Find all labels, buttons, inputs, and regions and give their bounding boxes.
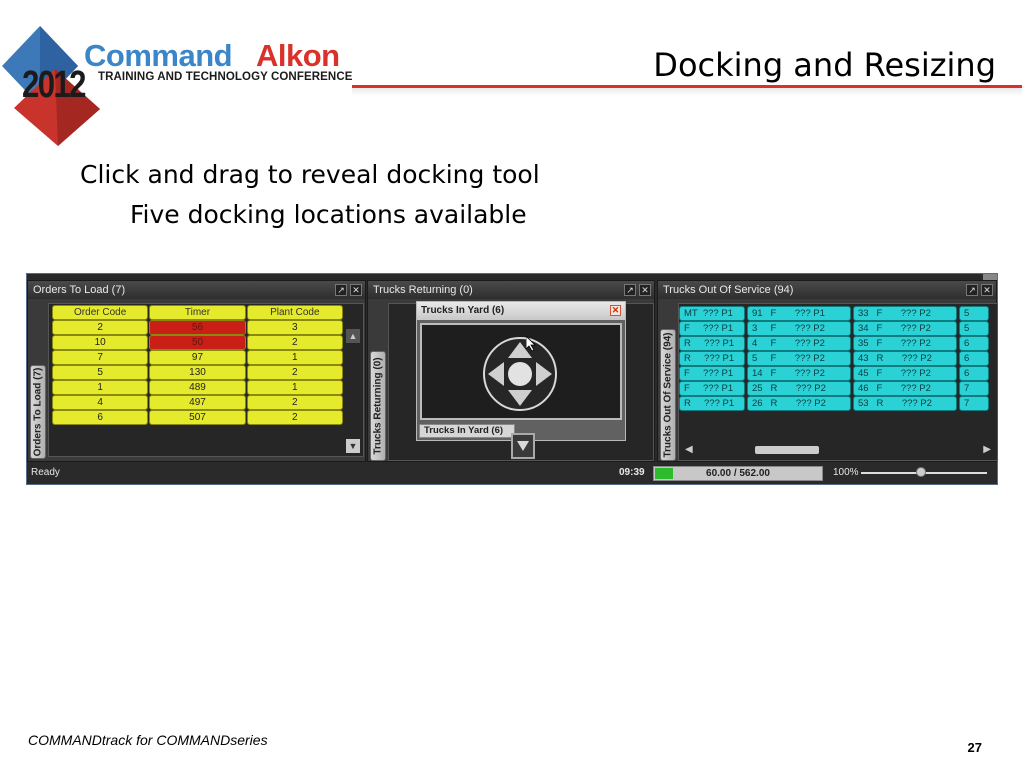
trucks-out-of-service-panel (657, 280, 997, 462)
docking-compass-icon[interactable] (482, 336, 558, 412)
order-code-cell: 10 (52, 335, 148, 350)
timer-cell: 507 (149, 410, 245, 425)
order-code-cell: 4 (52, 395, 148, 410)
truck-cell: 33 F ??? P2 (853, 306, 957, 321)
table-row[interactable] (52, 350, 344, 365)
column-header-timer[interactable]: Timer (149, 305, 245, 320)
table-row[interactable] (52, 380, 344, 395)
truck-cell: 7 (959, 396, 989, 411)
scroll-down-icon[interactable]: ▼ (346, 439, 360, 453)
footer-text: COMMANDtrack for COMMANDseries (28, 732, 268, 748)
truck-cell: 35 F ??? P2 (853, 336, 957, 351)
scroll-left-icon[interactable]: ◀ (685, 444, 693, 455)
status-time: 09:39 (619, 467, 645, 478)
orders-side-tab[interactable] (30, 365, 46, 459)
table-row[interactable] (679, 366, 997, 381)
truck-cell: R ??? P1 (679, 336, 745, 351)
pin-icon[interactable]: ↗ (335, 284, 347, 296)
dispatch-app-window (26, 273, 998, 485)
truck-cell: 45 F ??? P2 (853, 366, 957, 381)
order-code-cell: 6 (52, 410, 148, 425)
column-header-plant-code[interactable]: Plant Code (247, 305, 343, 320)
truck-cell: MT ??? P1 (679, 306, 745, 321)
floating-window-body (420, 323, 622, 420)
service-side-tab-label: Trucks Out Of Service (94) (662, 332, 674, 458)
table-row[interactable] (679, 396, 997, 411)
status-bar (27, 462, 997, 484)
service-rows (679, 304, 997, 411)
truck-cell: 25 R ??? P2 (747, 381, 851, 396)
orders-panel-header[interactable] (28, 281, 365, 299)
truck-cell: 5 (959, 306, 989, 321)
plant-code-cell: 2 (247, 410, 343, 425)
table-row[interactable] (52, 395, 344, 410)
table-row[interactable] (679, 351, 997, 366)
truck-cell: 6 (959, 336, 989, 351)
bullet-drag: Click and drag to reveal docking tool (80, 160, 540, 189)
timer-cell: 56 (149, 320, 245, 335)
pin-icon[interactable]: ↗ (966, 284, 978, 296)
orders-panel-title: Orders To Load (7) (33, 284, 126, 296)
close-icon[interactable]: ✕ (981, 284, 993, 296)
truck-cell: 53 R ??? P2 (853, 396, 957, 411)
scrollbar-thumb[interactable] (755, 446, 819, 454)
mouse-cursor-icon (526, 336, 536, 352)
truck-cell: 7 (959, 381, 989, 396)
title-rule-shadow (352, 88, 1022, 96)
floating-window-title: Trucks In Yard (6) (421, 305, 505, 316)
truck-cell: 14 F ??? P2 (747, 366, 851, 381)
logo-tagline: TRAINING AND TECHNOLOGY CONFERENCE (98, 71, 353, 83)
plant-code-cell: 1 (247, 350, 343, 365)
table-row[interactable] (679, 381, 997, 396)
page-number: 27 (967, 740, 982, 755)
pin-icon[interactable]: ↗ (624, 284, 636, 296)
table-row[interactable] (679, 306, 997, 321)
zoom-level: 100% (833, 467, 859, 478)
truck-cell: 3 F ??? P2 (747, 321, 851, 336)
logo-word-alkon: Alkon (256, 38, 340, 73)
table-row[interactable] (679, 336, 997, 351)
plant-code-cell: 2 (247, 395, 343, 410)
order-code-cell: 2 (52, 320, 148, 335)
timer-cell: 497 (149, 395, 245, 410)
returning-panel-header[interactable] (368, 281, 654, 299)
returning-side-tab[interactable] (370, 351, 386, 461)
timer-cell: 50 (149, 335, 245, 350)
progress-text: 60.00 / 562.00 (706, 468, 770, 479)
horizontal-scrollbar[interactable] (681, 444, 995, 456)
dock-bottom-target[interactable] (511, 433, 535, 459)
truck-cell: R ??? P1 (679, 351, 745, 366)
orders-header-row (52, 305, 344, 320)
close-icon[interactable]: ✕ (611, 305, 620, 315)
truck-cell: 26 R ??? P2 (747, 396, 851, 411)
floating-window-trucks-in-yard[interactable] (416, 301, 626, 441)
service-panel-header[interactable] (658, 281, 996, 299)
orders-to-load-panel (27, 280, 366, 462)
returning-panel-title: Trucks Returning (0) (373, 284, 473, 296)
order-code-cell: 7 (52, 350, 148, 365)
bullet-docking-locations: Five docking locations available (130, 200, 527, 229)
column-header-order-code[interactable]: Order Code (52, 305, 148, 320)
truck-cell: 46 F ??? P2 (853, 381, 957, 396)
plant-code-cell: 1 (247, 380, 343, 395)
truck-cell: F ??? P1 (679, 381, 745, 396)
truck-cell: 43 R ??? P2 (853, 351, 957, 366)
service-side-tab[interactable] (660, 329, 676, 461)
truck-cell: 5 (959, 321, 989, 336)
logo-word-command: Command (84, 38, 233, 73)
truck-cell: F ??? P1 (679, 321, 745, 336)
status-ready: Ready (31, 467, 60, 478)
service-panel-title: Trucks Out Of Service (94) (663, 284, 794, 296)
table-row[interactable] (52, 365, 344, 380)
plant-code-cell: 2 (247, 335, 343, 350)
truck-cell: 6 (959, 366, 989, 381)
order-code-cell: 1 (52, 380, 148, 395)
table-row[interactable] (52, 335, 344, 350)
truck-cell: F ??? P1 (679, 366, 745, 381)
scroll-right-icon[interactable]: ▶ (983, 444, 991, 455)
service-grid (678, 303, 998, 461)
table-row[interactable] (679, 321, 997, 336)
orders-grid (52, 305, 344, 425)
logo-year: 2012 (22, 64, 85, 106)
truck-cell: 91 F ??? P1 (747, 306, 851, 321)
close-icon[interactable]: ✕ (350, 284, 362, 296)
conference-logo (0, 24, 360, 154)
table-row[interactable] (52, 410, 344, 425)
scroll-up-icon[interactable]: ▲ (346, 329, 360, 343)
returning-side-tab-label: Trucks Returning (0) (372, 357, 384, 455)
timer-cell: 489 (149, 380, 245, 395)
plant-code-cell: 2 (247, 365, 343, 380)
progress-bar (653, 466, 823, 481)
orders-side-tab-label: Orders To Load (7) (32, 367, 44, 457)
truck-cell: 6 (959, 351, 989, 366)
timer-cell: 130 (149, 365, 245, 380)
timer-cell: 97 (149, 350, 245, 365)
plant-code-cell: 3 (247, 320, 343, 335)
truck-cell: 34 F ??? P2 (853, 321, 957, 336)
trucks-returning-panel (367, 280, 655, 462)
floating-window-tab[interactable]: Trucks In Yard (6) (419, 424, 515, 438)
zoom-slider-thumb[interactable] (916, 467, 926, 477)
truck-cell: 4 F ??? P2 (747, 336, 851, 351)
dock-down-arrow-icon (513, 435, 533, 455)
truck-cell: R ??? P1 (679, 396, 745, 411)
floating-window-header[interactable] (417, 302, 625, 320)
close-icon[interactable]: ✕ (639, 284, 651, 296)
slide-title: Docking and Resizing (653, 46, 996, 84)
table-row[interactable] (52, 320, 344, 335)
zoom-slider[interactable] (861, 472, 987, 474)
truck-cell: 5 F ??? P2 (747, 351, 851, 366)
order-code-cell: 5 (52, 365, 148, 380)
